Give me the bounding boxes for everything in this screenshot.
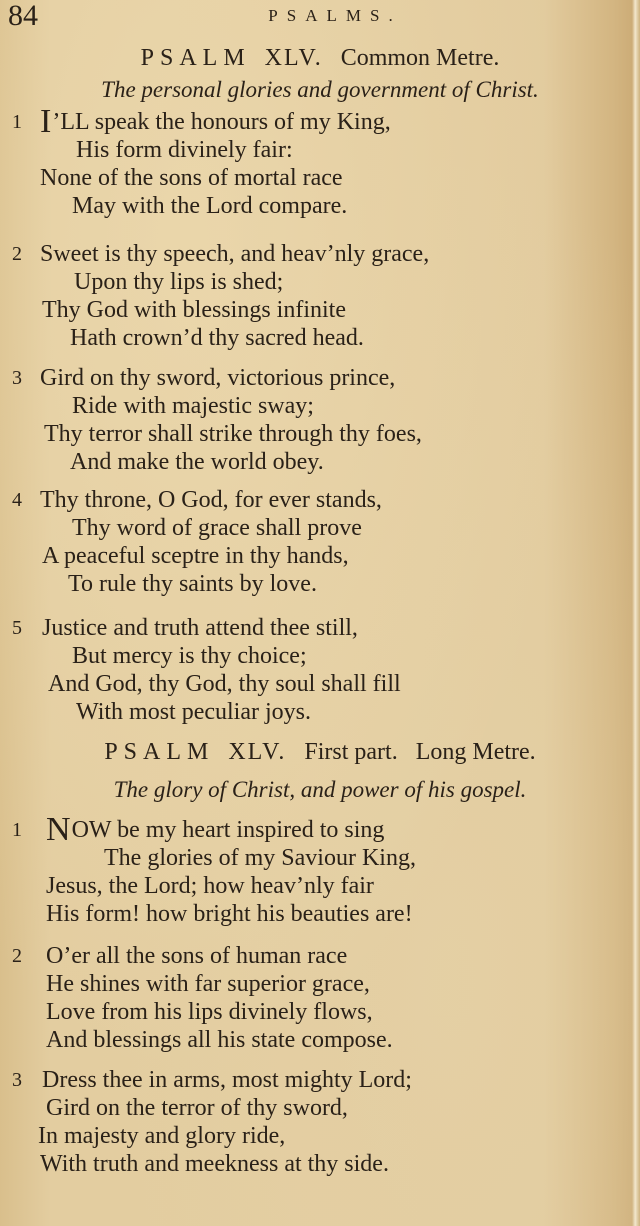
verse-line: And blessings all his state compose.	[46, 1027, 393, 1053]
verse-line: Sweet is thy speech, and heav’nly grace,	[40, 241, 430, 267]
psalm-subtitle: The personal glories and government of Christ.	[101, 77, 539, 102]
verse-line: I’LL speak the honours of my King,	[40, 103, 391, 140]
verse-number: 4	[12, 489, 22, 511]
verse-line: Love from his lips divinely flows,	[46, 999, 373, 1025]
heading-metre: First part. Long Metre.	[304, 739, 536, 765]
verse-line: Hath crown’d thy sacred head.	[70, 325, 364, 351]
verse-line: And God, thy God, thy soul shall fill	[48, 671, 401, 697]
verse-line: A peaceful sceptre in thy hands,	[42, 543, 349, 569]
verse-line: To rule thy saints by love.	[68, 571, 317, 597]
drop-cap: N	[46, 811, 71, 848]
running-head	[0, 0, 640, 34]
running-title: PSALMS.	[268, 6, 402, 25]
heading-psalm: PSALM	[140, 45, 251, 71]
page-edge	[632, 0, 640, 1226]
verse-line: With most peculiar joys.	[76, 699, 311, 725]
verse-line: None of the sons of mortal race	[40, 165, 343, 191]
verse-number: 1	[12, 819, 22, 841]
verse-line: NOW be my heart inspired to sing	[46, 811, 385, 848]
verse-line: May with the Lord compare.	[72, 193, 348, 219]
verse-number: 2	[12, 945, 22, 967]
verse-line: Ride with majestic sway;	[72, 393, 314, 419]
psalm-heading	[0, 738, 640, 766]
heading-number: XLV.	[228, 739, 287, 765]
verse-line: Gird on the terror of thy sword,	[46, 1095, 348, 1121]
verse-number: 1	[12, 111, 22, 133]
verse-number: 2	[12, 243, 22, 265]
verse-line: Upon thy lips is shed;	[74, 269, 284, 295]
heading-metre: Common Metre.	[340, 45, 500, 71]
verse-line: Thy terror shall strike through thy foes,	[44, 421, 422, 447]
verse-number: 5	[12, 617, 22, 639]
verse-line: His form! how bright his beauties are!	[46, 901, 413, 927]
verse-line: But mercy is thy choice;	[72, 643, 307, 669]
verse-line: And make the world obey.	[70, 449, 324, 475]
verse-line: O’er all the sons of human race	[46, 943, 348, 969]
verse-line: With truth and meekness at thy side.	[40, 1151, 389, 1177]
verse-line: Thy throne, O God, for ever stands,	[40, 487, 382, 513]
verse-line: Gird on thy sword, victorious prince,	[40, 365, 396, 391]
verse-line: He shines with far superior grace,	[46, 971, 370, 997]
verse-line: Jesus, the Lord; how heav’nly fair	[46, 873, 374, 899]
drop-cap: I	[40, 103, 52, 140]
page-number: 84	[8, 0, 38, 32]
psalm-subtitle: The glory of Christ, and power of his gospel.	[113, 777, 527, 802]
verse-number: 3	[12, 1069, 22, 1091]
verse-line: Thy God with blessings infinite	[42, 297, 346, 323]
heading-number: XLV.	[264, 45, 323, 71]
verse-line: In majesty and glory ride,	[38, 1123, 286, 1149]
verse-line: Thy word of grace shall prove	[72, 515, 362, 541]
psalm-heading	[0, 44, 640, 72]
verse-number: 3	[12, 367, 22, 389]
verse-line: The glories of my Saviour King,	[104, 845, 416, 871]
verse-line: Dress thee in arms, most mighty Lord;	[42, 1067, 412, 1093]
heading-psalm: PSALM	[104, 739, 215, 765]
verse-line: Justice and truth attend thee still,	[42, 615, 358, 641]
verse-line: His form divinely fair:	[76, 137, 293, 163]
